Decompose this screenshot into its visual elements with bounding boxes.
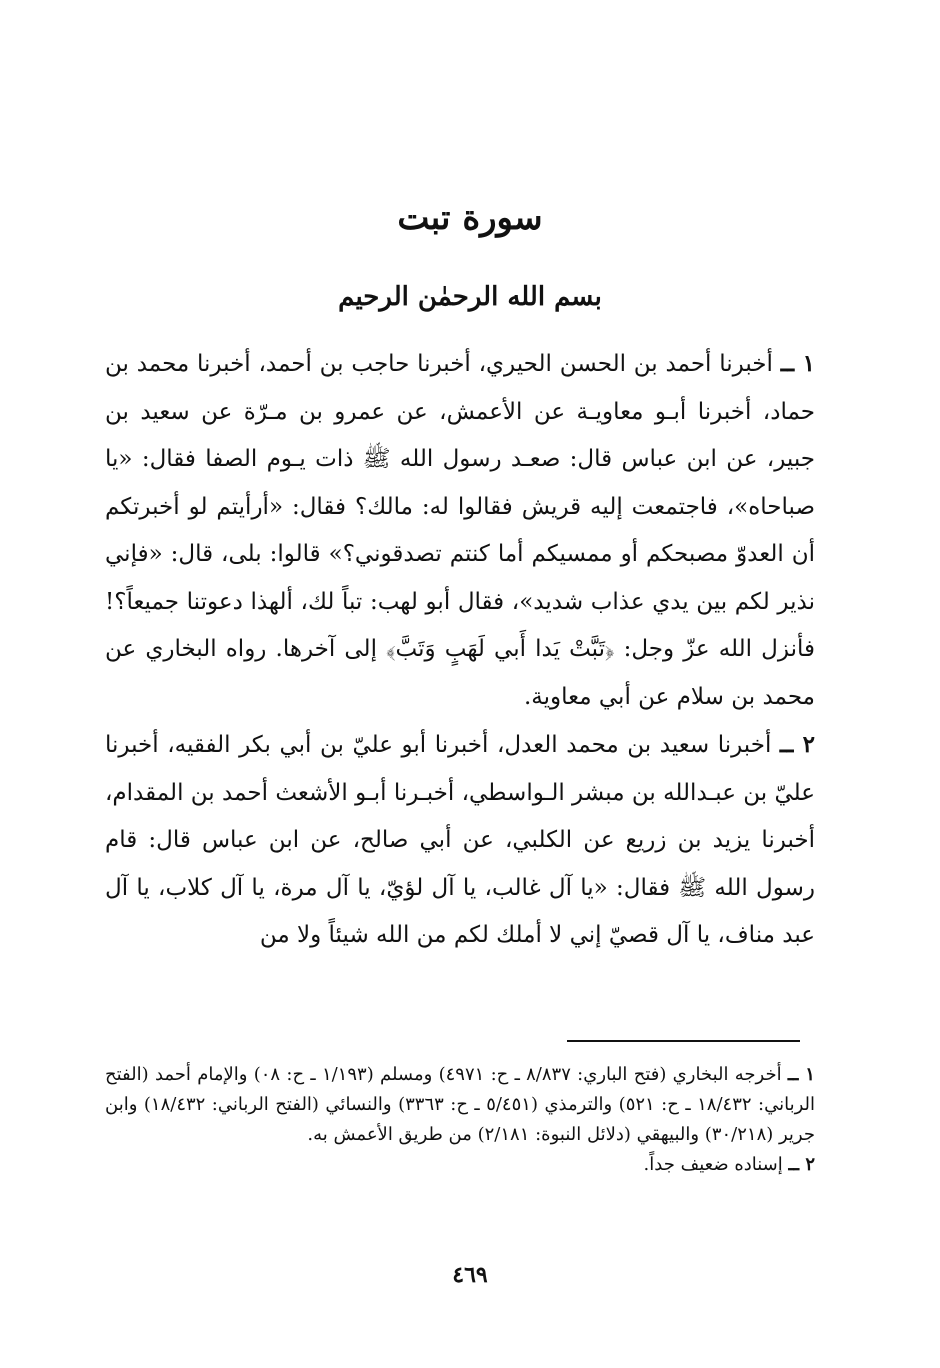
paragraph-1 (105, 340, 815, 721)
footnote-2 (105, 1150, 815, 1180)
footnotes (105, 1060, 815, 1180)
paragraph-text: أخبرنا سعيد بن محمد العدل، أخبرنا أبو عليّ بن أبي بكر الفقيه، أخبرنا عليّ بن عبـدالله بن مبشر الـواسطي، أخبـرنا أبـو الأشعث أحمد بن المقدام، أخبرنا يزيد بن زريع عن الكلبي، عن أبي صالح، عن ابن عباس قال: قام رسول الله ﷺ فقال: «يا آل غالب، يا آل لؤيّ، يا آل مرة، يا آل كلاب، يا آل عبد مناف، يا آل قصيّ إني لا أملك لكم من الله شيئاً ولا من (105, 732, 815, 948)
footnote-number: ١ ــ (787, 1064, 815, 1085)
paragraph-number: ٢ ــ (779, 731, 816, 758)
surah-title: سورة تبت (397, 198, 543, 238)
main-text (105, 340, 815, 960)
footnote-divider (567, 1040, 800, 1042)
paragraph-number: ١ ــ (780, 350, 816, 377)
footnote-text: أخرجه البخاري (فتح الباري: ٨/٨٣٧ ـ ح: ٤٩٧١) ومسلم (١/١٩٣ ـ ح: ٠٨) والإمام أحمد (الفتح الرباني: ١٨/٤٣٢ ـ ح: ٥٢١) والترمذي (٥/٤٥١ ـ ح: ٣٣٦٣) والنسائي (الفتح الرباني: ١٨/٤٣٢) وابن جرير (٣٠/٢١٨) والبيهقي (دلائل النبوة: ٢/١٨١) من طريق الأعمش به. (105, 1064, 816, 1145)
paragraph-text: أخبرنا أحمد بن الحسن الحيري، أخبرنا حاجب بن أحمد، أخبرنا محمد بن حماد، أخبرنا أبـو معاويـة عن الأعمش، عن عمرو بن مـرّة عن سعيد بن جبير، عن ابن عباس قال: صعـد رسول الله ﷺ ذات يـوم الصفا فقال: «يا صباحاه»، فاجتمعت إليه قريش فقالوا له: مالك؟ فقال: «أرأيتم لو أخبرتكم أن العدوّ مصبحكم أو ممسيكم أما كنتم تصدقوني؟» قالوا: بلى، قال: «فإني نذير لكم بين يدي عذاب شديد»، فقال أبو لهب: تباً لك، ألهذا دعوتنا جميعاً؟! فأنزل الله عزّ وجل: ﴿تَبَّتْ يَدا أَبي لَهَبٍ وَتَبَّ﴾ إلى آخرها. رواه البخاري عن محمد بن سلام عن أبي معاوية. (105, 351, 815, 710)
footnote-number: ٢ ــ (788, 1154, 815, 1175)
page-number: ٤٦٩ (452, 1262, 488, 1288)
footnote-text: إسناده ضعيف جداً. (643, 1154, 783, 1175)
paragraph-2 (105, 721, 815, 960)
basmala: بسم الله الرحمٰن الرحيم (338, 282, 602, 312)
footnote-1 (105, 1060, 815, 1150)
